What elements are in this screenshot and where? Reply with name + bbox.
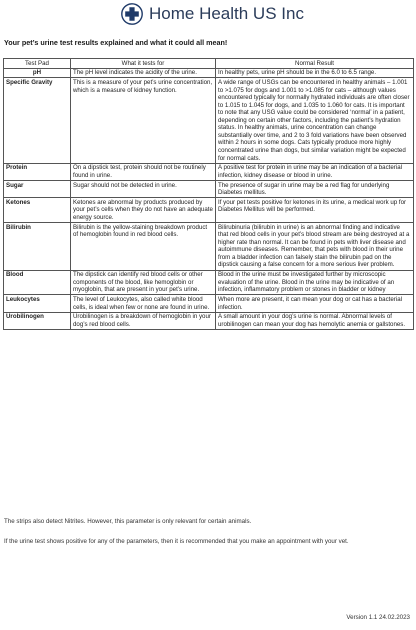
tests-for-cell: This is a measure of your pet’s urine concentration, which is a measure of kidney function. <box>71 78 216 163</box>
nitrites-note: The strips also detect Nitrites. However, this parameter is only relevant for certain animals. <box>4 518 252 525</box>
tests-for-cell: The dipstick can identify red blood cells or other components of the blood, like hemoglobin or myoglobin, that are present in your pet’s urine. <box>71 270 216 295</box>
normal-result-cell: A small amount in your dog’s urine is normal. Abnormal levels of urobilinogen can mean your dog has hemolytic anemia or gallstones. <box>216 312 414 329</box>
test-pad-cell: Blood <box>4 270 71 295</box>
table-row <box>4 270 414 295</box>
normal-result-cell: The presence of sugar in urine may be a red flag for underlying Diabetes mellitus. <box>216 180 414 197</box>
tests-for-cell: Ketones are abnormal by products produced by your pet’s cells when they do not have an adequate energy source. <box>71 198 216 223</box>
normal-result-cell: A positive test for protein in urine may be an indication of a bacterial infection, kidney disease or blood in urine. <box>216 163 414 180</box>
header <box>0 0 416 30</box>
test-pad-cell: Protein <box>4 163 71 180</box>
normal-result-cell: Bilirubinuria (bilirubin in urine) is an abnormal finding and indicative that red blood cells in your pet’s blood stream are being destroyed at a higher rate than normal. It can be found in pets with liver disease and autoimmune diseases. Remember, that pets with blood in their urine from a bladder infection can falsely stain the bilirubin pad on the dipstick causing a false concern for a more serious liver problem. <box>216 223 414 270</box>
test-pad-cell: Bilirubin <box>4 223 71 270</box>
table-row <box>4 180 414 197</box>
normal-result-cell: If your pet tests positive for ketones in its urine, a medical work up for Diabetes Mellitus will be performed. <box>216 198 414 223</box>
tests-for-cell: The pH level indicates the acidity of the urine. <box>71 68 216 78</box>
tests-for-cell: The level of Leukocytes, also called white blood cells, is ideal when few or none are found in urine. <box>71 295 216 312</box>
normal-result-cell: In healthy pets, urine pH should be in the 6.0 to 6.5 range. <box>216 68 414 78</box>
column-header-test-pad: Test Pad <box>4 59 71 69</box>
table-row <box>4 163 414 180</box>
column-header-normal-result: Normal Result <box>216 59 414 69</box>
table-header-row <box>4 59 414 69</box>
tests-for-cell: Bilirubin is the yellow-staining breakdown product of hemoglobin found in red blood cells. <box>71 223 216 270</box>
column-header-what-it-tests: What it tests for <box>71 59 216 69</box>
page-title: Your pet’s urine test results explained and what it could all mean! <box>4 38 228 47</box>
results-table <box>3 58 414 330</box>
table-row <box>4 312 414 329</box>
test-pad-cell: Sugar <box>4 180 71 197</box>
brand-name: Home Health US Inc <box>149 4 304 23</box>
tests-for-cell: On a dipstick test, protein should not be routinely found in urine. <box>71 163 216 180</box>
table-row <box>4 295 414 312</box>
normal-result-cell: Blood in the urine must be investigated further by microscopic evaluation of the urine. Blood in the urine may be indicative of an infection, inflammatory problem or stones in bladder or kidney <box>216 270 414 295</box>
version-label: Version 1.1 24.02.2023 <box>346 614 410 621</box>
test-pad-cell: Leukocytes <box>4 295 71 312</box>
table-row <box>4 223 414 270</box>
test-pad-cell: Urobilinogen <box>4 312 71 329</box>
normal-result-cell: When more are present, it can mean your dog or cat has a bacterial infection. <box>216 295 414 312</box>
appointment-note: If the urine test shows positive for any of the parameters, then it is recommended that you make an appointment with your vet. <box>4 538 349 545</box>
tests-for-cell: Urobilinogen is a breakdown of hemoglobin in your dog’s red blood cells. <box>71 312 216 329</box>
tests-for-cell: Sugar should not be detected in urine. <box>71 180 216 197</box>
test-pad-cell: Ketones <box>4 198 71 223</box>
normal-result-cell: A wide range of USGs can be encountered in healthy animals – 1.001 to >1.075 for dogs and 1.001 to >1.085 for cats – although values encountered typically for normally hydrated individuals are often closer to 1.015 to 1.045 for dogs, and 1.035 to 1.060 for cats. It is important to note that any USG value could be considered ‘normal’ in a patient, depending on certain other factors, including the patient’s hydration status. In healthy animals, urine concentration can change substantially over time, and 2 to 3 fold variations have been observed within 2 hours in some dogs. Cats typically produce more highly concentrated urine than dogs, but similar variation might be expected for normal cats. <box>216 78 414 163</box>
table-row <box>4 78 414 163</box>
medical-cross-icon <box>121 3 143 25</box>
table-row <box>4 68 414 78</box>
test-pad-cell: pH <box>4 68 71 78</box>
test-pad-cell: Specific Gravity <box>4 78 71 163</box>
table-row <box>4 198 414 223</box>
